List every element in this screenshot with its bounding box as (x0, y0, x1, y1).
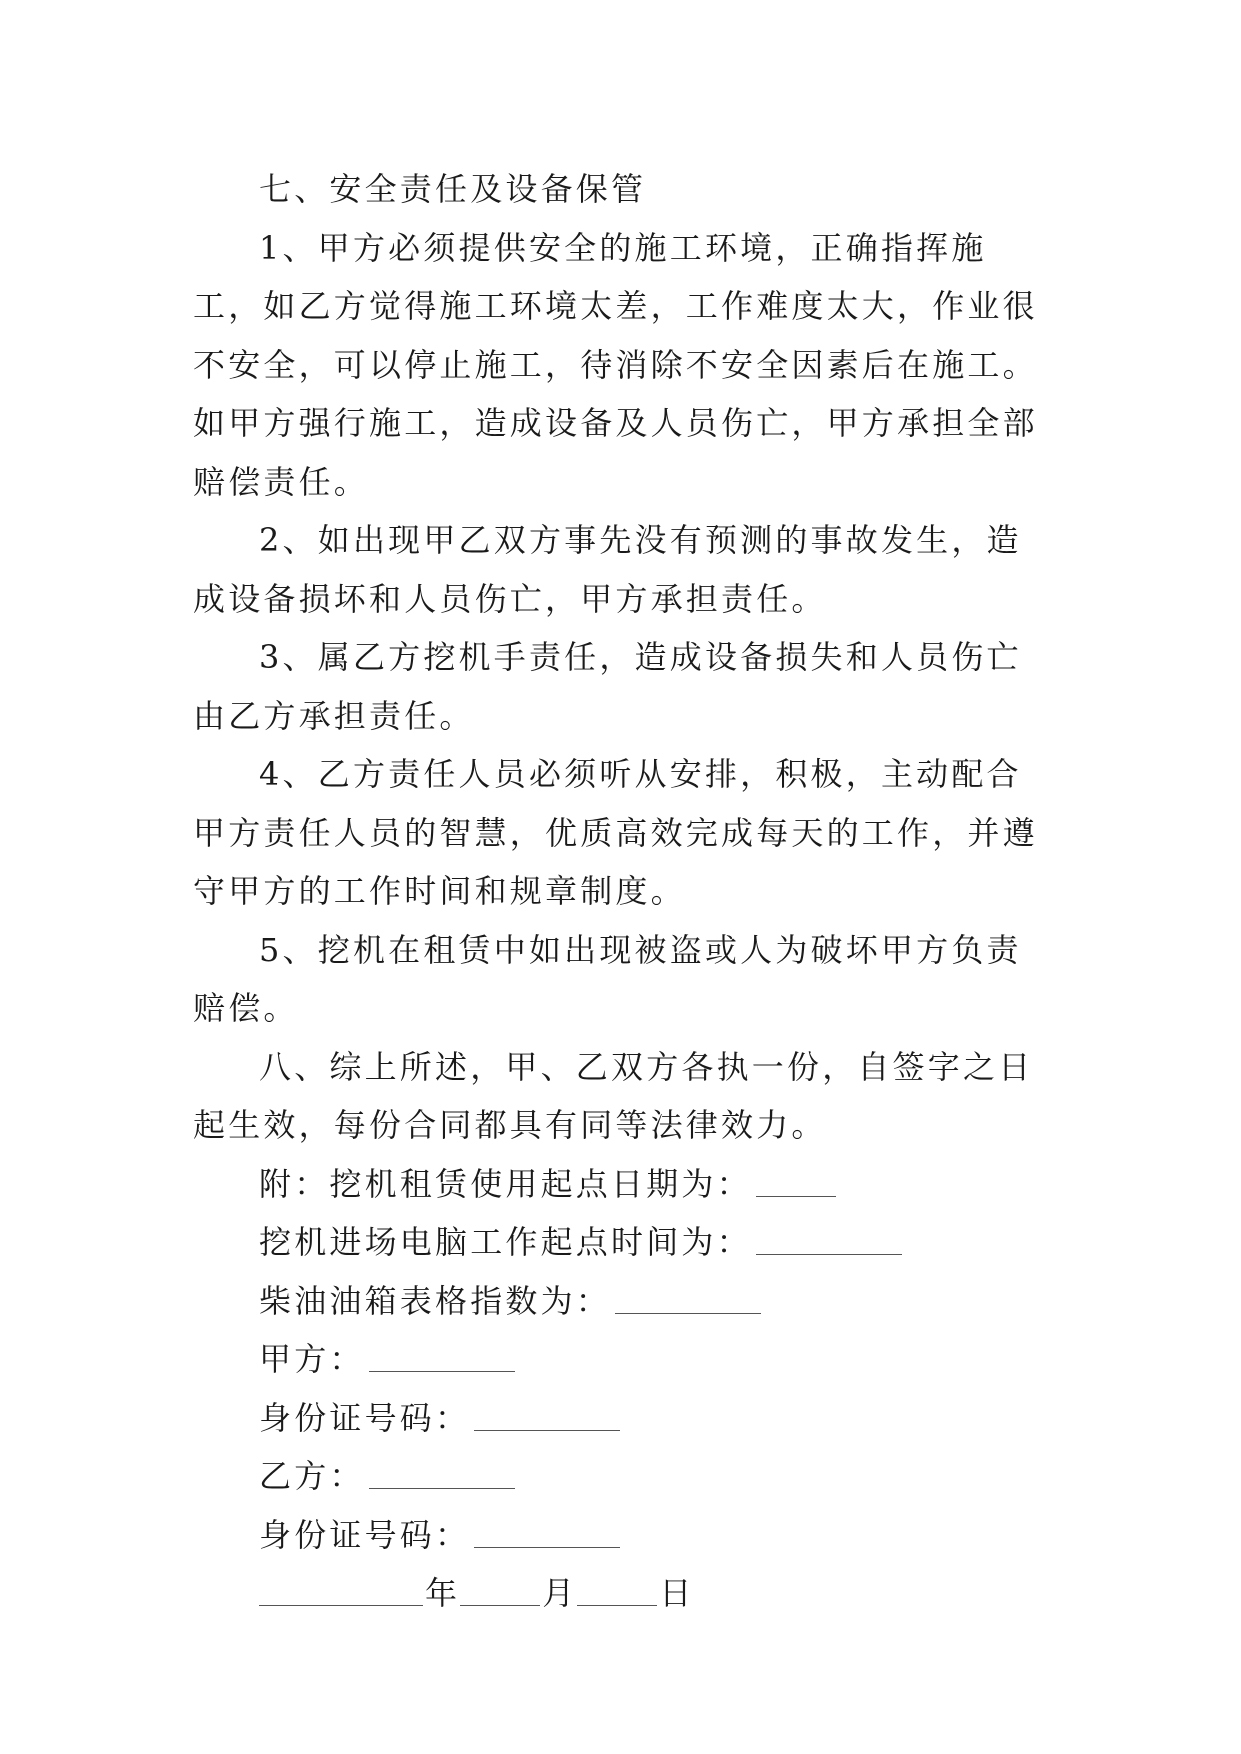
year-label: 年 (425, 1574, 461, 1612)
diesel-label: 柴油油箱表格指数为： (259, 1281, 612, 1320)
party-b-id-field (193, 1506, 1053, 1565)
day-label: 日 (659, 1574, 695, 1612)
party-b-id-label: 身份证号码： (259, 1515, 471, 1554)
party-b-id-blank[interactable] (474, 1546, 620, 1548)
section-seven-heading: 七、安全责任及设备保管 (259, 170, 647, 208)
party-b-label: 乙方： (259, 1457, 365, 1495)
year-blank[interactable] (259, 1604, 423, 1606)
party-a-label: 甲方： (259, 1340, 365, 1378)
clause-4: 4、乙方责任人员必须听从安排，积极，主动配合甲方责任人员的智慧，优质高效完成每天的工作，并遵守甲方的工作时间和规章制度。 (193, 755, 1038, 910)
computer-start-field (193, 1213, 1053, 1272)
day-blank[interactable] (577, 1604, 657, 1606)
clause-1: 1、甲方必须提供安全的施工环境，正确指挥施工，如乙方觉得施工环境太差，工作难度太大，作业很不安全，可以停止施工，待消除不安全因素后在施工。如甲方强行施工，造成设备及人员伤亡，甲方承担全部赔偿责任。 (193, 228, 1038, 501)
diesel-blank[interactable] (615, 1312, 761, 1314)
month-label: 月 (542, 1574, 578, 1612)
signing-date-line (193, 1564, 1053, 1623)
diesel-field (193, 1272, 1053, 1331)
party-b-field (193, 1447, 1053, 1506)
party-b-blank[interactable] (369, 1487, 515, 1489)
party-a-id-blank[interactable] (474, 1429, 620, 1431)
computer-start-blank[interactable] (756, 1253, 902, 1255)
party-a-id-field (193, 1389, 1053, 1448)
start-date-field (193, 1155, 1053, 1214)
month-blank[interactable] (460, 1604, 540, 1606)
start-date-blank[interactable] (756, 1195, 836, 1197)
party-a-field (193, 1330, 1053, 1389)
clause-3: 3、属乙方挖机手责任，造成设备损失和人员伤亡由乙方承担责任。 (193, 638, 1022, 735)
section-eight: 八、综上所述，甲、乙双方各执一份，自签字之日起生效，每份合同都具有同等法律效力。 (193, 1047, 1034, 1144)
start-date-label: 附：挖机租赁使用起点日期为： (259, 1164, 752, 1203)
clause-2: 2、如出现甲乙双方事先没有预测的事故发生，造成设备损坏和人员伤亡，甲方承担责任。 (193, 521, 1022, 618)
party-a-id-label: 身份证号码： (259, 1398, 471, 1437)
clause-5: 5、挖机在租赁中如出现被盗或人为破坏甲方负责赔偿。 (193, 930, 1022, 1027)
computer-start-label: 挖机进场电脑工作起点时间为： (259, 1223, 752, 1261)
document-page (193, 160, 1053, 1623)
party-a-blank[interactable] (369, 1370, 515, 1372)
